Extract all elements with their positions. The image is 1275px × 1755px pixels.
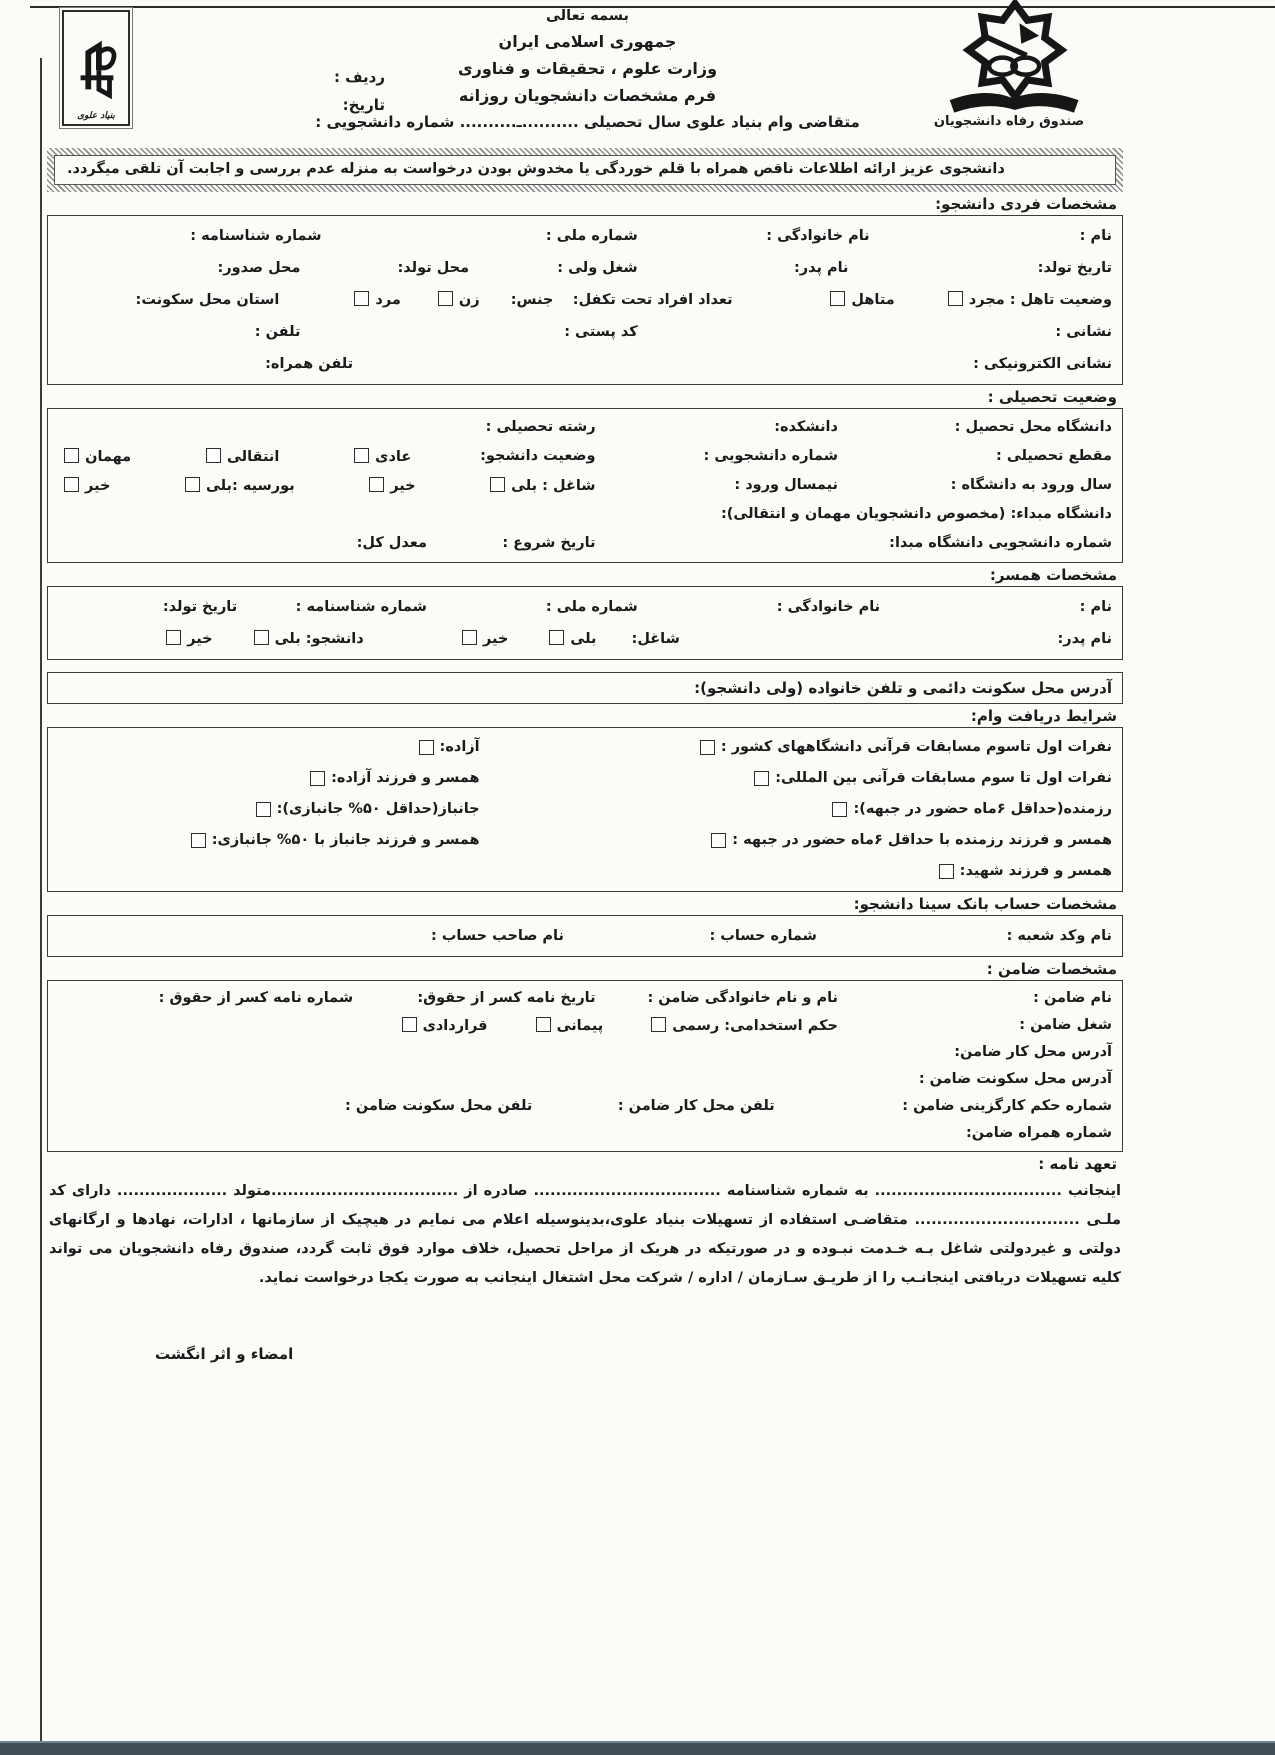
student-status-group [58,448,596,465]
field-label-status-normal: عادی [375,448,412,465]
form-row [58,529,1112,558]
field-label-scholarship: بورسیه :بلی [205,477,295,494]
field-label-postal-code: کد پستی : [564,323,638,340]
field-label-guarantor-full-name: نام و نام خانوادگی ضامن : [647,990,838,1007]
date-label: تاریخ: [342,96,385,114]
field-label-major: رشته تحصیلی : [485,419,596,436]
checkbox-female[interactable] [438,291,453,306]
checkbox-spouse-student-yes[interactable] [254,630,269,645]
field-label-father-name: نام پدر: [793,259,849,276]
ministry-title: وزارت علوم ، تحقیقات و فناوری [457,59,718,78]
field-label-entry-year: سال ورود به دانشگاه : [950,477,1112,494]
field-label-guarantor-work-address: آدرس محل کار ضامن: [954,1044,1112,1061]
field-label-decree-no: شماره حکم کارگزینی ضامن : [902,1098,1112,1115]
field-label-gpa: معدل کل: [356,535,427,552]
checkbox-veteran-family[interactable] [711,833,726,848]
student-welfare-fund-logo [900,0,1118,134]
row-number-label: ردیف : [333,68,385,86]
loan-condition-item [480,794,1112,825]
field-label-account-holder: نام صاحب حساب : [431,927,564,944]
field-label-married: متاهل [851,292,895,309]
checkbox-disabled-veteran-family[interactable] [191,833,206,848]
loan-condition-item [480,856,1112,887]
field-label-spouse-national-id: شماره ملی : [545,598,638,615]
field-label-phone: تلفن : [254,323,301,340]
form-row [58,442,1112,471]
form-row [58,500,1112,529]
field-label-female: زن [458,292,480,309]
checkbox-martyr-family[interactable] [939,864,954,879]
form-row [58,413,1112,442]
field-label-mobile: تلفن همراه: [265,355,354,372]
checkbox-spouse-student-no[interactable] [166,630,181,645]
field-label-emp-contract: پیمانی [556,1017,604,1034]
loan-conditions-box [47,727,1123,892]
loan-conditions-right-column [480,732,1112,887]
loan-condition-item [58,794,480,825]
form-body [47,148,1123,1363]
checkbox-scholarship-no[interactable] [64,477,79,492]
family-address-bar: آدرس محل سکونت دائمی و تلفن خانواده (ولی دانشجو): [47,672,1123,704]
form-row [58,623,1112,655]
checkbox-quran-national[interactable] [700,740,715,755]
checkbox-employed-no[interactable] [369,477,384,492]
field-label-student-no: شماره دانشجویی : [703,448,838,465]
field-label-guarantor-work-phone: تلفن محل کار ضامن : [617,1098,775,1115]
form-row [58,1012,1112,1039]
field-label-national-id: شماره ملی : [545,227,638,244]
field-label-martyr-family: همسر و فرزند شهید: [959,863,1112,880]
notice-band [47,148,1123,192]
pledge-paragraph: اینجانب .................................. به شماره شناسنامه .................................. صادره از ..................................متولد .................... دارای کد ملـی .............................. متقاضـی استفاده از تسهیلات بنیاد علوی،بدینوسیله اعلام می نمایم در هیچیک از سازمانها ، ادارات، نهادها و ارگانهای دولتی و غیردولتی شاغل بـه خـدمت نبـوده و در صورتیکه در هریک از مراحل تحصیل، خلاف موارد فوق ثابت گردد، صندوق رفاه دانشجویان می تواند کلیه تسهیلات دریافتی اینجانـب را از طریـق سـازمان / اداره / شرکت محل اشتغال اینجانب به صورت یکجا درخواست نماید. [49,1182,1121,1286]
field-label-disabled-veteran: جانباز(حداقل ۵۰% جانبازی): [276,801,480,818]
bismillah-text: بسمه تعالی [546,8,629,24]
alavi-foundation-logo [62,10,130,126]
official-option [645,1017,838,1034]
field-label-spouse-id-card-no: شماره شناسنامه : [295,598,427,615]
checkbox-freed-pow-family[interactable] [310,771,325,786]
field-label-residence-province: استان محل سکونت: [135,291,280,308]
checkbox-married[interactable] [830,291,845,306]
form-row [58,591,1112,623]
field-label-guarantor-home-address: آدرس محل سکونت ضامن : [918,1071,1112,1088]
field-label-birth-date: تاریخ تولد: [1037,259,1112,276]
employment-scholarship-group [58,477,596,494]
field-label-issue-place: محل صدور: [217,259,301,276]
checkbox-freed-pow[interactable] [419,740,434,755]
field-label-email: نشانی الکترونیکی : [973,355,1112,372]
form-header [150,8,1025,139]
field-label-employed-no: خیر [390,477,416,494]
form-row [58,985,1112,1012]
field-label-freed-pow: آزاده: [439,739,480,756]
spouse-info-box [47,586,1123,660]
field-label-dependents: تعداد افراد تحت تکفل: [572,291,733,308]
gender-group [279,291,553,308]
field-label-guarantor-home-phone: تلفن محل سکونت ضامن : [345,1098,533,1115]
checkbox-emp-official[interactable] [651,1017,666,1032]
field-label-university: دانشگاه محل تحصیل : [954,419,1112,436]
field-label-spouse-father-name: نام پدر: [1057,630,1112,647]
country-title: جمهوری اسلامی ایران [498,32,677,51]
field-label-scholarship-no: خیر [85,477,111,494]
guarantor-info-box [47,980,1123,1152]
scholarship-no-option [58,477,110,494]
notice-text: دانشجوی عزیز ارائه اطلاعات ناقص همراه با قلم خوردگی یا مخدوش بودن درخواست به منزله عدم بررسی و اجابت آن تلقی میگردد. [54,155,1116,185]
field-label-quran-intl: نفرات اول تا سوم مسابقات قرآنی بین المللی: [775,770,1112,787]
form-row [58,348,1112,380]
status-option [200,448,279,465]
field-label-branch: نام وکد شعبه : [1006,927,1112,944]
field-label-id-card-no: شماره شناسنامه : [190,227,322,244]
applicant-line: متقاضی وام بنیاد علوی سال تحصیلی ..........ـ.......... شماره دانشجویی : [315,113,860,131]
checkbox-quran-intl[interactable] [754,771,769,786]
bottom-scan-edge [0,1741,1275,1755]
field-label-address: نشانی : [1055,323,1112,340]
checkbox-single[interactable] [948,291,963,306]
checkbox-disabled-veteran[interactable] [256,802,271,817]
field-label-male: مرد [375,292,401,309]
field-label-entry-semester: نیمسال ورود : [734,477,838,494]
form-title: فرم مشخصات دانشجویان روزانه [458,86,717,105]
section-title-guarantor: مشخصات ضامن : [986,959,1117,978]
field-label-spouse-student: دانشجو: بلی [274,631,364,648]
field-label-spouse-employed: شاغل: [631,631,680,648]
form-row [58,1093,1112,1120]
field-label-marital-single: وضعیت تاهل : مجرد [968,292,1112,309]
loan-condition-item [480,825,1112,856]
checkbox-status-transfer[interactable] [206,448,221,463]
field-label-status-guest: مهمان [85,448,132,465]
form-row [58,1066,1112,1093]
section-title-personal: مشخصات فردی دانشجو: [935,194,1117,213]
welfare-fund-caption: صندوق رفاه دانشجویان [933,114,1085,129]
form-row [58,471,1112,500]
section-title-bank: مشخصات حساب بانک سینا دانشجو: [853,894,1117,913]
field-label-spouse-last-name: نام خانوادگی : [776,598,881,615]
employed-option [484,477,595,494]
employed-no-option [363,477,415,494]
form-row [58,252,1112,284]
status-option [58,448,131,465]
personal-info-box [47,215,1123,385]
field-label-quran-national: نفرات اول تاسوم مسابقات قرآنی دانشگاههای کشور : [720,739,1112,756]
field-label-start-date: تاریخ شروع : [502,535,596,552]
field-label-salary-letter-date: تاریخ نامه کسر از حقوق: [417,990,596,1007]
temporary-option [396,1017,488,1034]
welfare-fund-emblem-icon [912,0,1118,118]
field-label-student-status: وضعیت دانشجو: [480,448,596,465]
checkbox-male[interactable] [354,291,369,306]
field-label-guardian-job: شغل ولی : [557,259,638,276]
loan-condition-item [480,732,1112,763]
loan-condition-item [58,732,480,763]
field-label-origin-student-no: شماره دانشجویی دانشگاه مبدا: [889,535,1112,552]
field-label-guarantor-name: نام ضامن : [1033,990,1112,1007]
checkbox-spouse-employed-no[interactable] [462,630,477,645]
field-label-spouse-employed-yes: بلی [570,631,597,648]
marital-status-group [733,291,1112,308]
checkbox-emp-contract[interactable] [536,1017,551,1032]
checkbox-veteran[interactable] [832,802,847,817]
loan-conditions-left-column [58,732,480,856]
field-label-spouse-employed-no: خیر [482,631,509,648]
checkbox-scholarship-yes[interactable] [185,477,200,492]
spouse-employed-group [364,630,680,647]
checkbox-spouse-employed-yes[interactable] [549,630,564,645]
field-label-emp-temporary: قراردادی [422,1017,488,1034]
checkbox-employed-yes[interactable] [490,477,505,492]
field-label-gender: جنس: [510,292,554,309]
form-row [58,920,1112,952]
checkbox-status-normal[interactable] [354,448,369,463]
bank-account-box [47,915,1123,957]
form-row [58,1120,1112,1147]
left-border-line [40,58,42,1742]
field-label-salary-letter-no: شماره نامه کسر از حقوق : [158,990,354,1007]
employment-type-group [58,1017,838,1034]
form-row [58,284,1112,316]
loan-condition-item [480,763,1112,794]
field-label-origin-university: دانشگاه مبداء: (مخصوص دانشجویان مهمان و انتقالی): [720,506,1112,523]
status-option [348,448,411,465]
field-label-faculty: دانشکده: [774,419,838,436]
checkbox-status-guest[interactable] [64,448,79,463]
field-label-spouse-birth-date: تاریخ تولد: [162,598,238,615]
alavi-monogram-icon [69,33,123,111]
field-label-status-transfer: انتقالی [226,448,280,465]
contract-option [530,1017,604,1034]
checkbox-emp-temporary[interactable] [402,1017,417,1032]
section-title-pledge: تعهد نامه : [1038,1154,1117,1173]
field-label-emp-official: حکم استخدامی: رسمی [672,1017,838,1034]
field-label-veteran-family: همسر و فرزند رزمنده با حداقل ۶ماه حضور در جبهه : [732,832,1112,849]
section-title-loan-conditions: شرایط دریافت وام: [970,706,1117,725]
section-title-education: وضعیت تحصیلی : [987,387,1117,406]
form-row [58,1039,1112,1066]
field-label-last-name: نام خانوادگی : [766,227,870,244]
field-label-birth-place: محل تولد: [397,259,470,276]
field-label-spouse-student-no: خیر [187,631,213,648]
form-row [58,316,1112,348]
section-title-spouse: مشخصات همسر: [989,565,1117,584]
field-label-guarantor-mobile: شماره همراه ضامن: [965,1125,1112,1142]
field-label-veteran: رزمنده(حداقل ۶ماه حضور در جبهه): [853,801,1112,818]
loan-condition-item [58,825,480,856]
scholarship-option [179,477,295,494]
spouse-student-group [58,630,364,647]
field-label-account-no: شماره حساب : [709,927,817,944]
field-label-degree: مقطع تحصیلی : [995,448,1112,465]
loan-condition-item [58,763,480,794]
field-label-disabled-veteran-family: همسر و فرزند جانباز با ۵۰% جانبازی: [211,832,480,849]
form-row [58,220,1112,252]
education-info-box [47,408,1123,563]
field-label-name: نام : [1079,227,1112,244]
field-label-spouse-name: نام : [1079,598,1112,615]
field-label-employed: شاغل : بلی [511,477,596,494]
signature-fingerprint-label: امضاء و اثر انگشت [155,1344,294,1363]
alavi-logo-caption: بنیاد علوی [77,111,115,121]
field-label-guarantor-job: شغل ضامن : [1019,1017,1112,1034]
field-label-freed-pow-family: همسر و فرزند آزاده: [331,770,480,787]
